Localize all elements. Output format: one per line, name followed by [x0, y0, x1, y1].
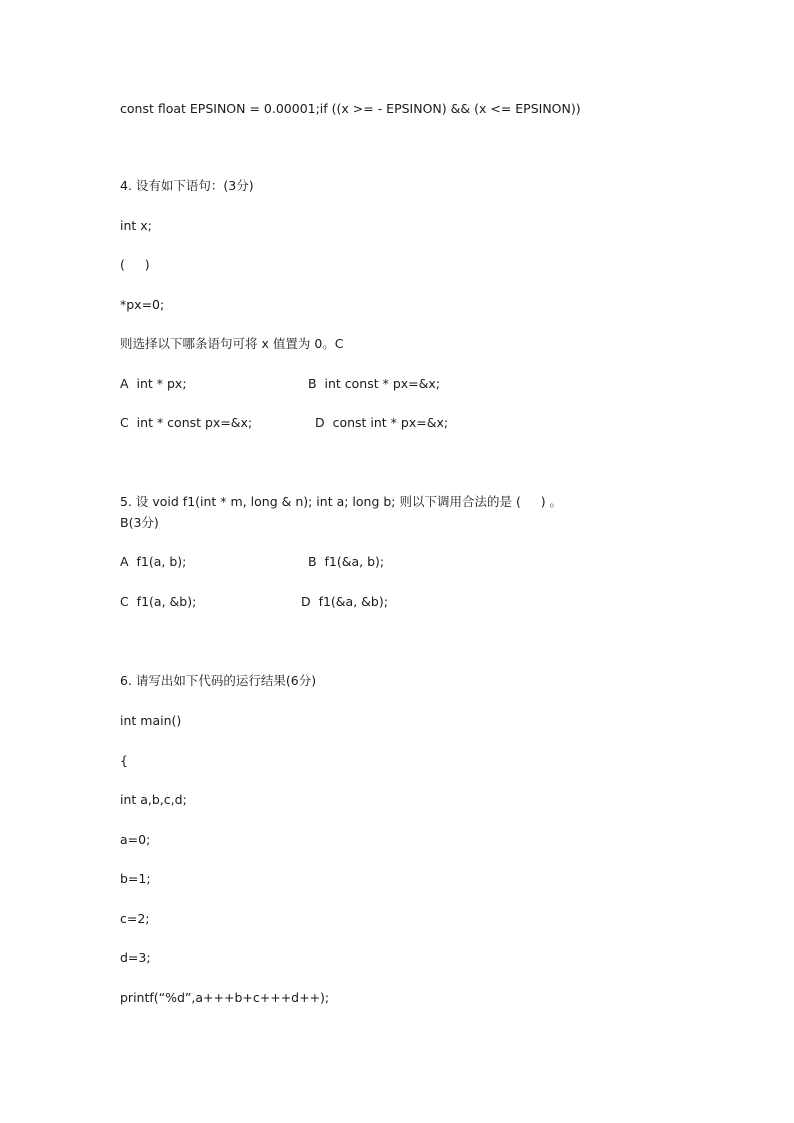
- q6-code-line-1: int main(): [120, 713, 182, 728]
- q4-code-line-3: *px=0;: [120, 297, 165, 312]
- q6-code-line-2: {: [120, 753, 128, 768]
- q6-code-line-8: printf(“%d”,a+++b+c+++d++);: [120, 990, 330, 1005]
- q6-code-line-6: c=2;: [120, 911, 150, 926]
- q4-blank: ( ): [120, 257, 150, 272]
- q4-prompt: 则选择以下哪条语句可将 x 值置为 0。C: [120, 336, 344, 351]
- q5-option-b: B f1(&a, b);: [308, 554, 385, 569]
- q5-title-line-2: B(3分): [120, 515, 159, 530]
- q6-title: 6. 请写出如下代码的运行结果(6分): [120, 673, 317, 688]
- q5-option-a: A f1(a, b);: [120, 554, 187, 569]
- q6-code-line-3: int a,b,c,d;: [120, 792, 187, 807]
- q4-option-c: C int * const px=&x;: [120, 415, 253, 430]
- q4-title: 4. 设有如下语句：(3分): [120, 178, 254, 193]
- q4-code-line-1: int x;: [120, 218, 152, 233]
- q5-option-c: C f1(a, &b);: [120, 594, 197, 609]
- q5-option-d: D f1(&a, &b);: [301, 594, 388, 609]
- q6-code-line-7: d=3;: [120, 950, 151, 965]
- q4-option-b: B int const * px=&x;: [308, 376, 441, 391]
- q4-option-a: A int * px;: [120, 376, 187, 391]
- q6-code-line-4: a=0;: [120, 832, 151, 847]
- q6-code-line-5: b=1;: [120, 871, 151, 886]
- epsinon-code-line: const float EPSINON = 0.00001;if ((x >= - EPSINON) && (x <= EPSINON)): [120, 101, 581, 116]
- q5-title-line-1: 5. 设 void f1(int * m, long & n); int a; long b; 则以下调用合法的是 ( ) 。: [120, 494, 563, 509]
- q4-option-d: D const int * px=&x;: [315, 415, 449, 430]
